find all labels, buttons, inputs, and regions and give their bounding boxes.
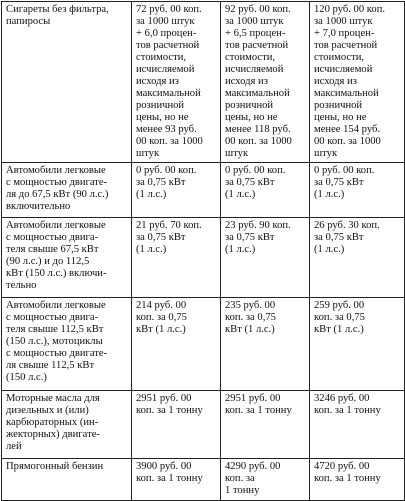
table-row — [2, 459, 405, 501]
rate-cell: 4290 руб. 00 коп. за 1 тонну — [221, 459, 310, 501]
table-row — [2, 163, 405, 218]
rate-cell: 120 руб. 00 коп. за 1000 штук + 7,0 процен- тов расчетной стоимости, исчисляемой исходя из максимальной розничной цены, но не менее 154 руб. 00 коп. за 1000 штук — [310, 2, 405, 163]
rate-cell: 3900 руб. 00 коп. за 1 тонну — [132, 459, 221, 501]
rate-cell: 0 руб. 00 коп. за 0,75 кВт (1 л.с.) — [310, 163, 405, 218]
table-row — [2, 391, 405, 459]
rate-cell: 0 руб. 00 коп. за 0,75 кВт (1 л.с.) — [221, 163, 310, 218]
rate-cell: 259 руб. 00 коп. за 0,75 кВт (1 л.с.) — [310, 298, 405, 391]
product-cell: Автомобили легковые с мощностью двига- теля свыше 112,5 кВт (150 л.с.), мотоциклы с мощностью двигате- ля свыше 112,5 кВт (150 л.с.) — [2, 298, 132, 391]
rate-cell: 3246 руб. 00 коп. за 1 тонну — [310, 391, 405, 459]
rate-cell: 72 руб. 00 коп. за 1000 штук + 6,0 процен- тов расчетной стоимости, исчисляемой исходя из максимальной розничной цены, но не менее 93 руб. 00 коп. за 1000 штук — [132, 2, 221, 163]
rate-cell: 2951 руб. 00 коп. за 1 тонну — [132, 391, 221, 459]
rate-cell: 0 руб. 00 коп. за 0,75 кВт (1 л.с.) — [132, 163, 221, 218]
table-row — [2, 2, 405, 163]
product-cell: Прямогонный бензин — [2, 459, 132, 501]
table-row — [2, 218, 405, 298]
product-cell: Сигареты без фильтра, папиросы — [2, 2, 132, 163]
rate-cell: 214 руб. 00 коп. за 0,75 кВт (1 л.с.) — [132, 298, 221, 391]
product-cell: Автомобили легковые с мощностью двигате- ля до 67,5 кВт (90 л.с.) включительно — [2, 163, 132, 218]
rate-cell: 21 руб. 70 коп. за 0,75 кВт (1 л.с.) — [132, 218, 221, 298]
product-cell: Моторные масла для дизельных и (или) карбюраторных (ин- жекторных) двигате- лей — [2, 391, 132, 459]
rate-cell: 2951 руб. 00 коп. за 1 тонну — [221, 391, 310, 459]
rate-cell: 4720 руб. 00 коп. за 1 тонну — [310, 459, 405, 501]
rate-cell: 26 руб. 30 коп. за 0,75 кВт (1 л.с.) — [310, 218, 405, 298]
rate-cell: 235 руб. 00 коп. за 0,75 кВт (1 л.с.) — [221, 298, 310, 391]
product-cell: Автомобили легковые с мощностью двига- теля свыше 67,5 кВт (90 л.с.) и до 112,5 кВт (150 л.с.) включи- тельно — [2, 218, 132, 298]
table-row — [2, 298, 405, 391]
excise-rates-table — [1, 1, 405, 501]
rate-cell: 23 руб. 90 коп. за 0,75 кВт (1 л.с.) — [221, 218, 310, 298]
rate-cell: 92 руб. 00 коп. за 1000 штук + 6,5 процен- тов расчетной стоимости, исчисляемой исходя из максимальной розничной цены, но не менее 118 руб. 00 коп. за 1000 штук — [221, 2, 310, 163]
